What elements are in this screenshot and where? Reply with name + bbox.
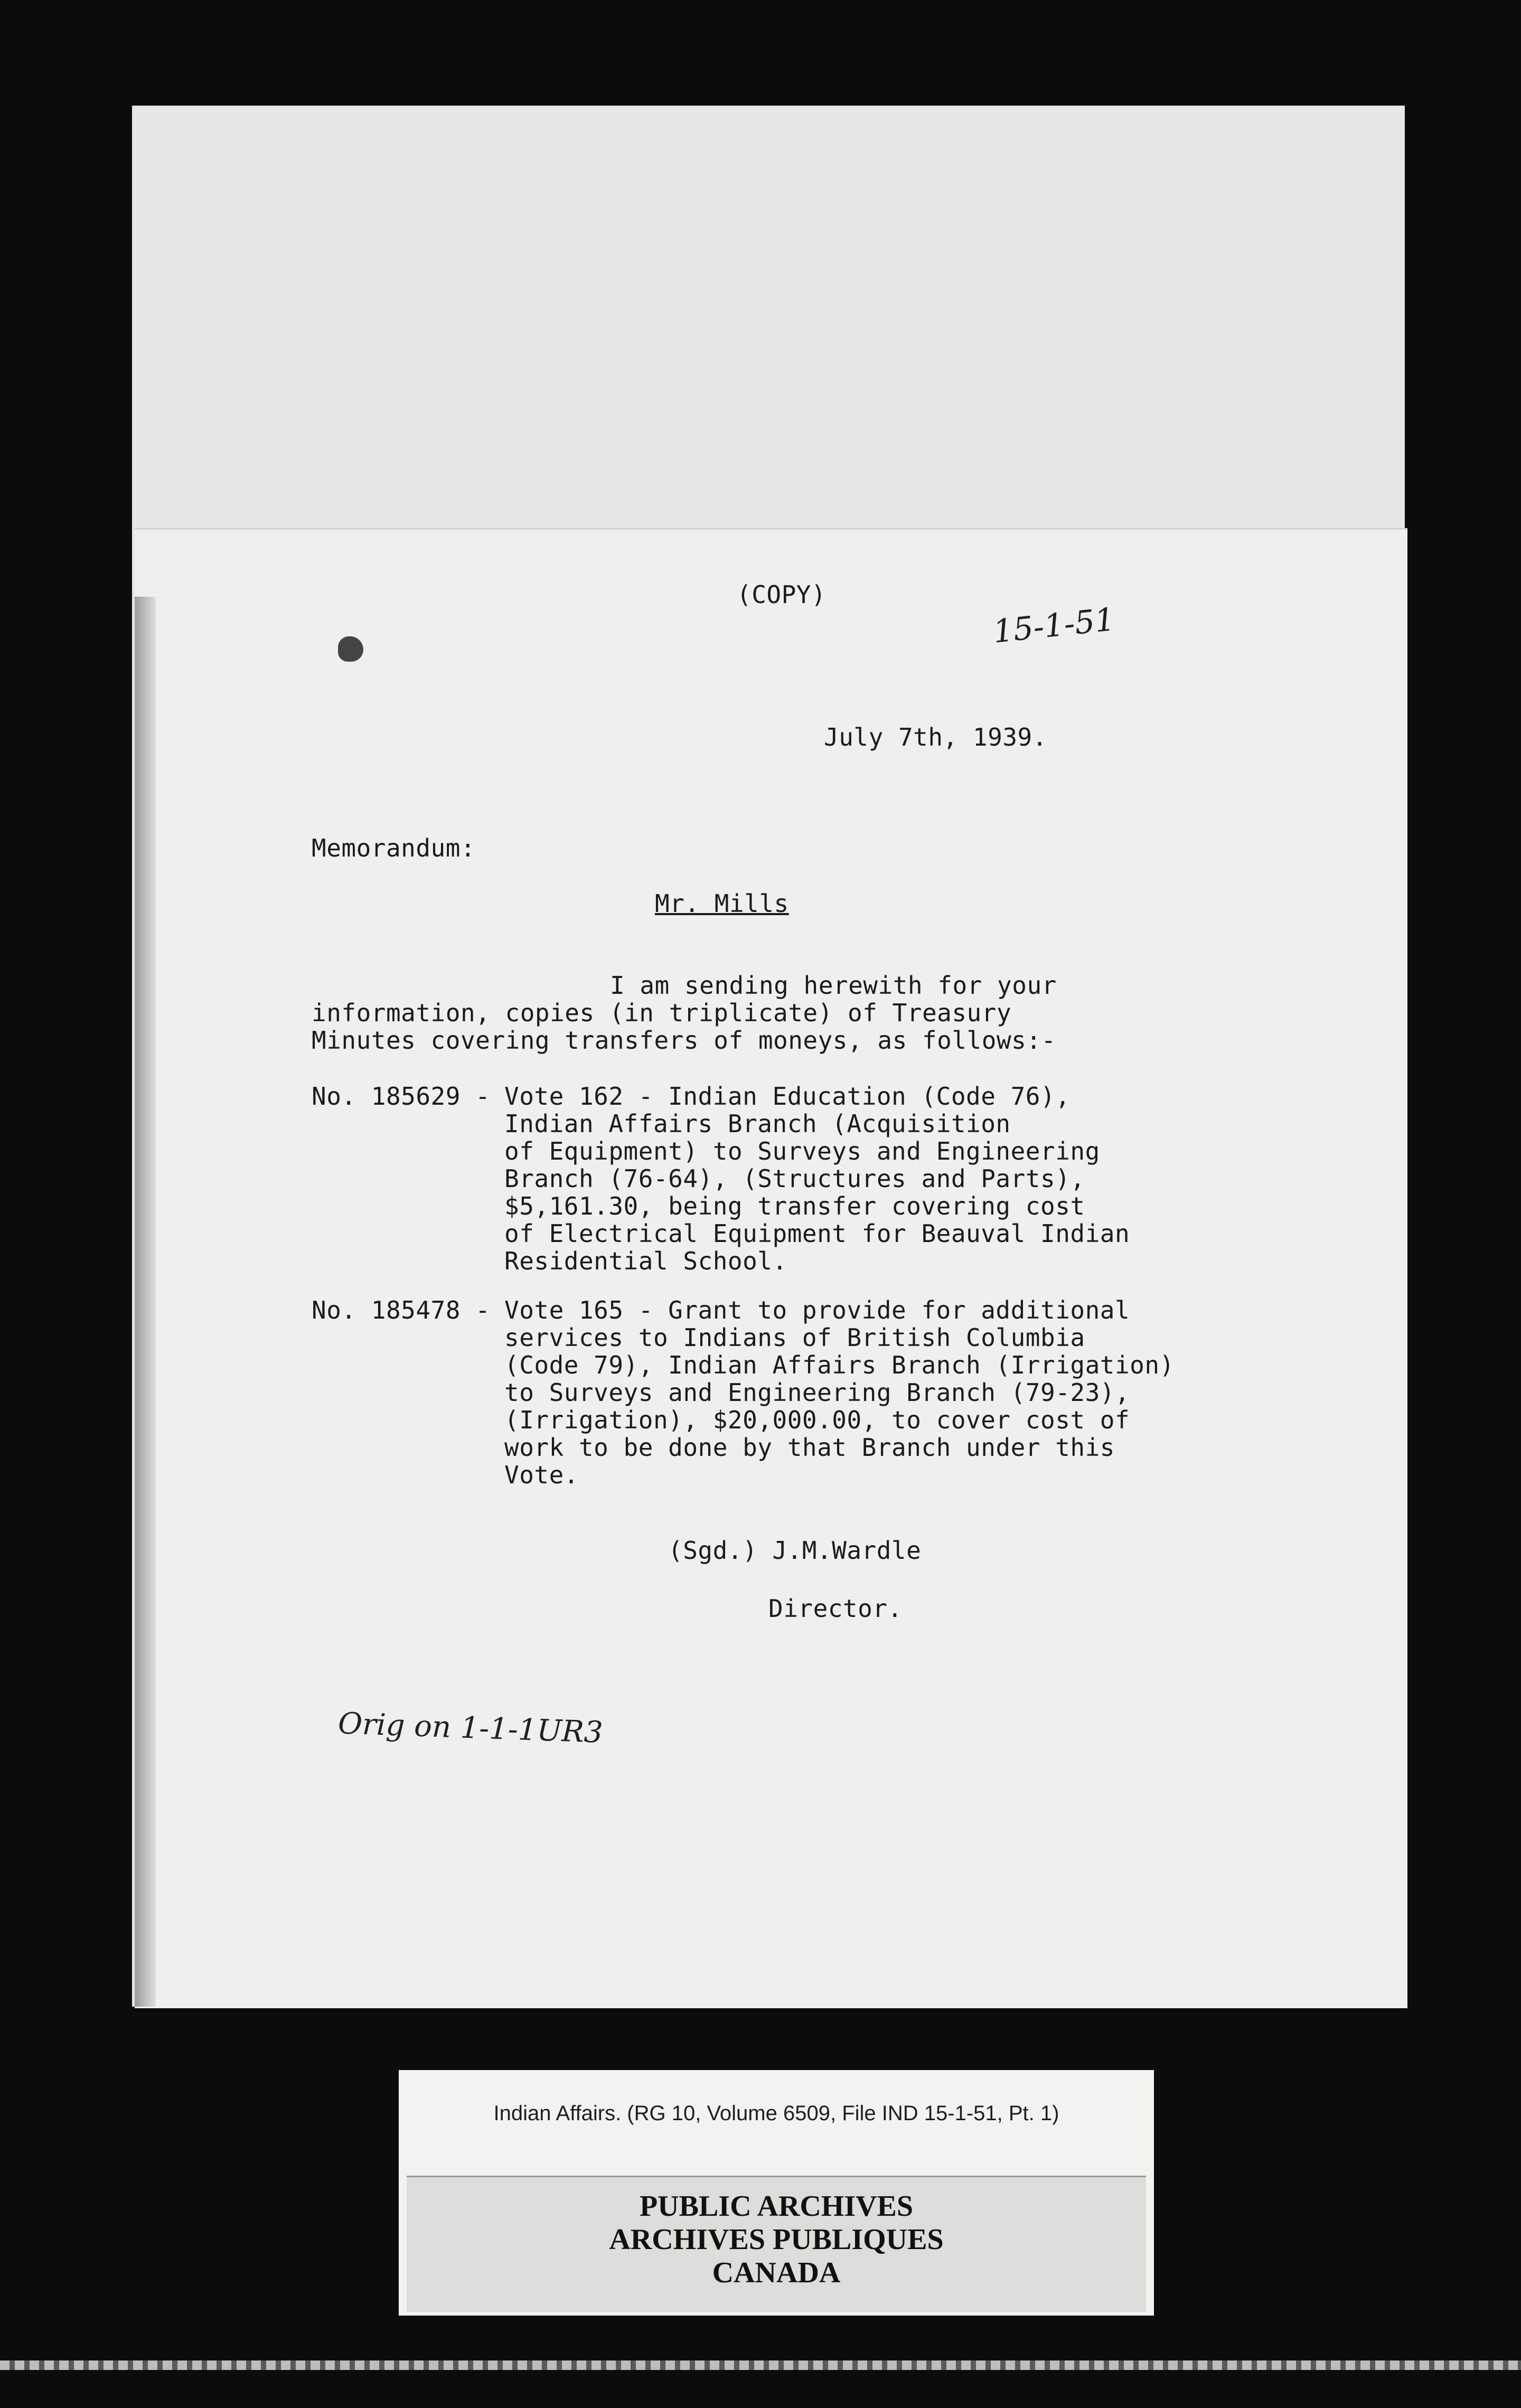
archive-stamp	[407, 2176, 1146, 2312]
film-edge-strip	[0, 2360, 1521, 2370]
intro-line-2: information, copies (in triplicate) of Treasury	[312, 999, 1012, 1027]
item-2-line-6: work to be done by that Branch under this	[504, 1433, 1115, 1462]
item-2-number: No. 185478 -	[312, 1296, 491, 1324]
archive-label-card	[399, 2070, 1154, 2316]
handwritten-note: Orig on 1-1-1UR3	[337, 1706, 604, 1750]
item-2-line-1: Vote 165 - Grant to provide for additional	[504, 1296, 1130, 1324]
item-1-line-3: of Equipment) to Surveys and Engineering	[504, 1137, 1100, 1165]
item-1-line-5: $5,161.30, being transfer covering cost	[504, 1192, 1085, 1220]
signature: (Sgd.) J.M.Wardle	[668, 1536, 922, 1565]
stamp-line-1: PUBLIC ARCHIVES	[639, 2190, 914, 2223]
intro-line-1: I am sending herewith for your	[610, 971, 1057, 1000]
ink-blot	[338, 636, 363, 662]
memo-label: Memorandum:	[312, 834, 476, 862]
handwritten-file-number: 15-1-51	[991, 601, 1117, 651]
item-2-line-7: Vote.	[504, 1461, 579, 1489]
item-1-number: No. 185629 -	[312, 1082, 491, 1111]
stamp-line-3: CANADA	[712, 2256, 841, 2289]
item-1-line-7: Residential School.	[504, 1247, 787, 1275]
item-1-line-6: of Electrical Equipment for Beauval Indian	[504, 1219, 1130, 1248]
item-1-line-2: Indian Affairs Branch (Acquisition	[504, 1109, 1011, 1138]
item-2-line-3: (Code 79), Indian Affairs Branch (Irrigation)	[504, 1351, 1175, 1379]
item-2-line-4: to Surveys and Engineering Branch (79-23),	[504, 1378, 1130, 1407]
item-2-line-5: (Irrigation), $20,000.00, to cover cost of	[504, 1406, 1130, 1434]
copy-header: (COPY)	[737, 580, 827, 609]
stamp-line-2: ARCHIVES PUBLIQUES	[609, 2223, 944, 2256]
item-2-line-2: services to Indians of British Columbia	[504, 1323, 1085, 1352]
intro-line-3: Minutes covering transfers of moneys, as follows:-	[312, 1026, 1056, 1055]
signatory-title: Director.	[768, 1594, 903, 1623]
addressee: Mr. Mills	[655, 889, 789, 918]
item-1-line-1: Vote 162 - Indian Education (Code 76),	[504, 1082, 1071, 1111]
memo-date: July 7th, 1939.	[824, 723, 1047, 751]
sheet-edge-shadow	[135, 597, 156, 2007]
item-1-line-4: Branch (76-64), (Structures and Parts),	[504, 1164, 1085, 1193]
archive-reference: Indian Affairs. (RG 10, Volume 6509, File IND 15-1-51, Pt. 1)	[493, 2102, 1059, 2125]
